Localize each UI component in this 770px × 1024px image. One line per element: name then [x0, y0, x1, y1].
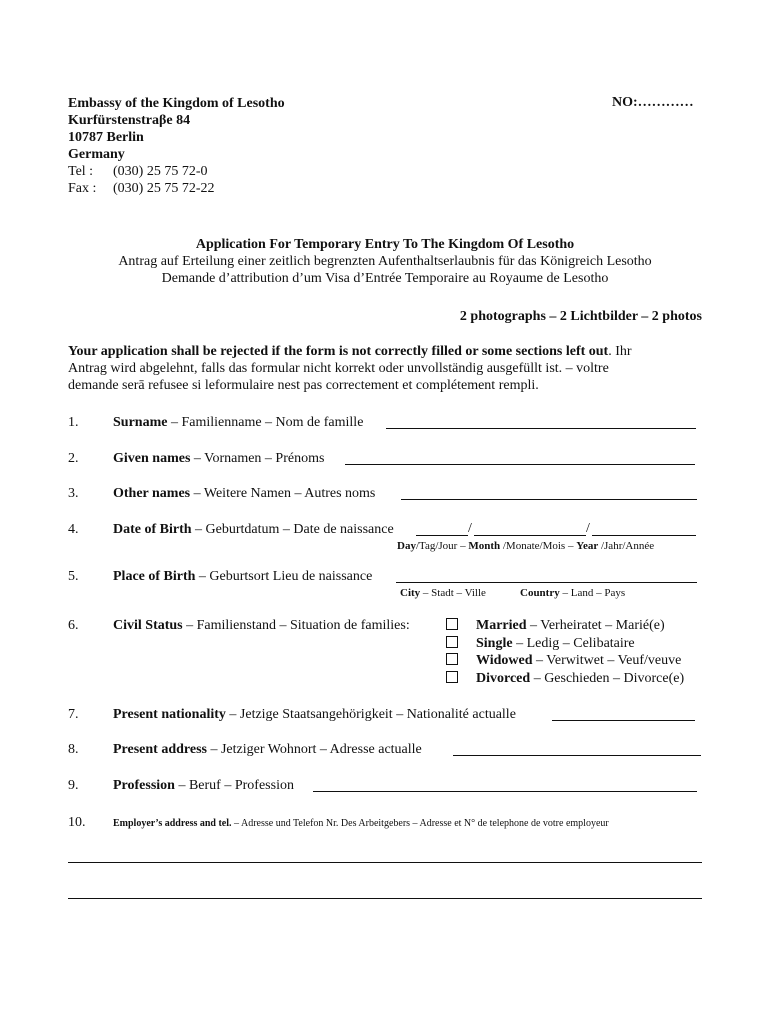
dob-year-input-line[interactable]: [592, 535, 696, 536]
embassy-name: Embassy of the Kingdom of Lesotho: [68, 96, 285, 111]
field-place-of-birth: [113, 569, 372, 585]
divorced-label-rest: – Geschieden – Divorce(e): [530, 671, 685, 686]
nationality-label-rest: – Jetzige Staatsangehörigkeit – Nationalité actualle: [225, 707, 516, 722]
field-1-number: 1.: [68, 415, 79, 430]
surname-label-rest: – Familienname – Nom de famille: [167, 415, 364, 430]
embassy-country: Germany: [68, 147, 125, 162]
pob-label: Place of Birth: [113, 569, 196, 584]
single-checkbox[interactable]: [446, 636, 458, 648]
warning-rest: . Ihr: [608, 344, 632, 359]
field-other-names: [113, 486, 375, 502]
employer-input-line-2[interactable]: [68, 898, 702, 899]
field-date-of-birth: [113, 522, 394, 538]
address-label: Present address: [113, 742, 207, 757]
embassy-street: Kurfürstenstraβe 84: [68, 113, 191, 128]
other-names-label-rest: – Weitere Namen – Autres noms: [190, 486, 376, 501]
field-7-number: 7.: [68, 707, 79, 722]
pob-country-rest: – Land – Pays: [559, 587, 626, 599]
rejection-warning: [68, 343, 708, 394]
field-9-number: 9.: [68, 778, 79, 793]
field-present-nationality: [113, 707, 516, 723]
field-surname: [113, 415, 363, 431]
dob-label-rest: – Geburtdatum – Date de naissance: [191, 522, 394, 537]
other-names-input-line[interactable]: [401, 499, 697, 500]
photos-note: 2 photographs – 2 Lichtbilder – 2 photos: [459, 309, 702, 324]
tel-value: (030) 25 75 72-0: [113, 164, 208, 179]
civil-option-single[interactable]: [446, 636, 635, 652]
widowed-checkbox[interactable]: [446, 653, 458, 665]
field-civil-status: [113, 618, 410, 634]
employer-input-line-1[interactable]: [68, 862, 702, 863]
dob-day-hint-rest: /Tag/Jour –: [415, 540, 469, 552]
pob-city-label: City: [400, 587, 421, 599]
given-names-label: Given names: [113, 451, 191, 466]
pob-input-line[interactable]: [396, 582, 697, 583]
employer-label-rest: – Adresse und Telefon Nr. Des Arbeitgebers – Adresse et N° de telephone de votre employeur: [231, 818, 609, 829]
employer-label: Employer’s address and tel.: [113, 818, 232, 829]
dob-separator-1: /: [468, 521, 472, 536]
other-names-label: Other names: [113, 486, 191, 501]
field-present-address: [113, 742, 422, 758]
application-number: NO:…………: [612, 95, 694, 110]
civil-status-label-rest: – Familienstand – Situation de families:: [182, 618, 410, 633]
married-checkbox[interactable]: [446, 618, 458, 630]
pob-label-rest: – Geburtsort Lieu de naissance: [195, 569, 373, 584]
field-profession: [113, 778, 294, 794]
widowed-label-rest: – Verwitwet – Veuf/veuve: [532, 653, 682, 668]
surname-input-line[interactable]: [386, 428, 696, 429]
title-french: Demande d’attribution d’um Visa d’Entrée Temporaire au Royaume de Lesotho: [161, 271, 609, 286]
pob-country-label: Country: [520, 587, 560, 599]
dob-subtitle: [397, 540, 654, 552]
title-german: Antrag auf Erteilung einer zeitlich begrenzten Aufenthaltserlaubnis für das Königreich Lesotho: [118, 254, 652, 269]
civil-option-widowed[interactable]: [446, 653, 681, 669]
nationality-input-line[interactable]: [552, 720, 695, 721]
dob-label: Date of Birth: [113, 522, 192, 537]
field-employer: [113, 818, 609, 829]
fax-value: (030) 25 75 72-22: [113, 181, 215, 196]
given-names-label-rest: – Vornamen – Prénoms: [190, 451, 325, 466]
surname-label: Surname: [113, 415, 168, 430]
field-3-number: 3.: [68, 486, 79, 501]
dob-separator-2: /: [586, 521, 590, 536]
address-input-line[interactable]: [453, 755, 701, 756]
widowed-label: Widowed: [476, 653, 533, 668]
warning-bold: Your application shall be rejected if the form is not correctly filled or some sections left out: [68, 344, 609, 359]
warning-german: Antrag wird abgelehnt, falls das formular nicht korrekt oder unvollständig ausgefüllt ist. – voltre: [68, 361, 609, 376]
field-10-number: 10.: [68, 815, 86, 830]
field-8-number: 8.: [68, 742, 79, 757]
field-5-number: 5.: [68, 569, 79, 584]
dob-day-hint: Day: [397, 540, 416, 552]
divorced-checkbox[interactable]: [446, 671, 458, 683]
pob-city-hint: [400, 587, 486, 599]
given-names-input-line[interactable]: [345, 464, 695, 465]
field-6-number: 6.: [68, 618, 79, 633]
embassy-address: [68, 95, 285, 163]
title-english: Application For Temporary Entry To The Kingdom Of Lesotho: [195, 237, 575, 252]
dob-month-input-line[interactable]: [474, 535, 586, 536]
profession-label-rest: – Beruf – Profession: [174, 778, 294, 793]
dob-month-hint-rest: /Monate/Mois –: [500, 540, 577, 552]
civil-status-label: Civil Status: [113, 618, 183, 633]
address-label-rest: – Jetziger Wohnort – Adresse actualle: [206, 742, 422, 757]
embassy-contact: [68, 163, 215, 197]
tel-label: Tel :: [68, 164, 94, 179]
civil-option-married[interactable]: [446, 618, 665, 634]
form-title: [0, 236, 770, 287]
dob-month-hint: Month: [468, 540, 501, 552]
divorced-label: Divorced: [476, 671, 531, 686]
civil-option-divorced[interactable]: [446, 671, 684, 687]
dob-year-hint-rest: /Jahr/Année: [598, 540, 655, 552]
profession-input-line[interactable]: [313, 791, 697, 792]
pob-city-rest: – Stadt – Ville: [420, 587, 486, 599]
embassy-city: 10787 Berlin: [68, 130, 144, 145]
field-4-number: 4.: [68, 522, 79, 537]
field-2-number: 2.: [68, 451, 79, 466]
profession-label: Profession: [113, 778, 175, 793]
single-label: Single: [476, 636, 513, 651]
pob-country-hint: [520, 587, 625, 599]
nationality-label: Present nationality: [113, 707, 226, 722]
dob-day-input-line[interactable]: [416, 535, 468, 536]
married-label: Married: [476, 618, 527, 633]
single-label-rest: – Ledig – Celibataire: [512, 636, 635, 651]
fax-label: Fax :: [68, 181, 97, 196]
warning-french: demande serā refusee si leformulaire nest pas correctement et complétement rempli.: [68, 378, 539, 393]
field-given-names: [113, 451, 324, 467]
dob-year-hint: Year: [576, 540, 599, 552]
married-label-rest: – Verheiratet – Marié(e): [526, 618, 665, 633]
